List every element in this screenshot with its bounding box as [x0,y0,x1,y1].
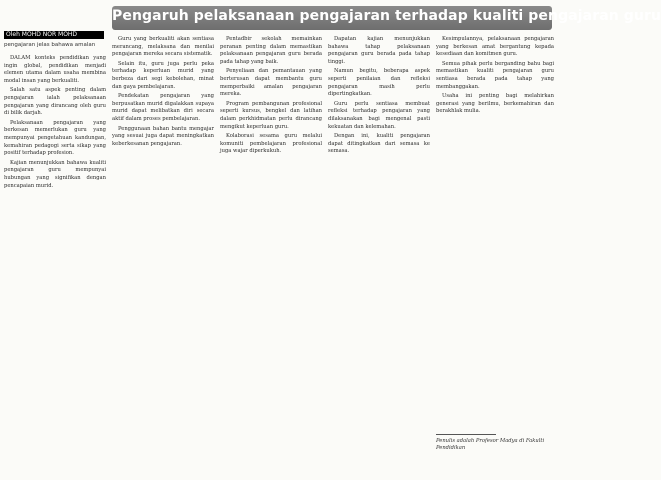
paragraph: Pelaksanaan pengajaran yang berkesan memerlukan guru yang mempunyai pengetahuan kandungan, kemahiran pedagogi serta sikap yang positif terhadap profesion. [4,119,106,157]
text-column-3 [220,36,322,476]
text-column-2 [112,36,214,476]
paragraph: Dapatan kajian menunjukkan bahawa tahap pelaksanaan pengajaran guru berada pada tahap tinggi. [328,36,430,65]
paragraph: Dengan ini, kualiti pengajaran dapat ditingkatkan dari semasa ke semasa. [328,133,430,155]
author-footnote: Penulis adalah Profesor Madya di Fakulti Pendidikan [436,438,545,451]
paragraph: Kajian menunjukkan bahawa kualiti pengajaran guru mempunyai hubungan yang signifikan dengan pencapaian murid. [4,159,106,189]
paragraph: Namun begitu, beberapa aspek seperti penilaian dan refleksi pengajaran masih perlu dipertingkatkan. [328,68,430,98]
headline-banner [112,6,661,30]
byline: pengajaran jelas bahawa amalan [4,42,96,48]
paragraph: Usaha ini penting bagi melahirkan generasi yang berilmu, berkemahiran dan berakhlak mulia. [436,93,554,115]
paragraph: Kolaborasi sesama guru melalui komuniti pembelajaran profesional juga wajar diperkukuh. [220,133,322,155]
paragraph: Pendekatan pengajaran yang berpusatkan murid digalakkan supaya murid dapat melibatkan diri secara aktif dalam proses pembelajaran. [112,93,214,122]
paragraph: DALAM konteks pendidikan yang ingin global, pendidikan menjadi elemen utama dalam usaha membina modal insan yang berkualiti. [4,55,106,84]
text-column-1 [4,55,106,475]
text-column-5 [436,36,554,476]
article-headline: Pengaruh pelaksanaan pengajaran terhadap kualiti pengajaran guru [112,8,661,24]
paragraph: Guru yang berkualiti akan sentiasa merancang, melaksana dan menilai pengajaran mereka secara sistematik. [112,36,214,58]
text-column-4 [328,36,430,476]
paragraph: Salah satu aspek penting dalam pengajaran ialah pelaksanaan pengajaran yang dirancang oleh guru di bilik darjah. [4,87,106,117]
paragraph: Program pembangunan profesional seperti kursus, bengkel dan latihan dalam perkhidmatan perlu dirancang mengikut keperluan guru. [220,100,322,130]
paragraph: Guru perlu sentiasa membuat refleksi terhadap pengajaran yang dilaksanakan bagi mengenal pasti kekuatan dan kelemahan. [328,100,430,130]
author-bar-label: Oleh MOHD NOR MOHD [6,31,78,38]
paragraph: Penggunaan bahan bantu mengajar yang sesuai juga dapat meningkatkan keberkesanan pengajaran. [112,125,214,147]
paragraph: Penyeliaan dan pemantauan yang berterusan dapat membantu guru memperbaiki amalan pengajaran mereka. [220,68,322,98]
paragraph: Kesimpulannya, pelaksanaan pengajaran yang berkesan amat bergantung kepada kesediaan dan komitmen guru. [436,36,554,58]
footnote-rule [436,434,496,435]
paragraph: Selain itu, guru juga perlu peka terhadap keperluan murid yang berbeza dari segi kebolehan, minat dan gaya pembelajaran. [112,60,214,90]
paragraph: Pentadbir sekolah memainkan peranan penting dalam memastikan pelaksanaan pengajaran guru berada pada tahap yang baik. [220,36,322,65]
paragraph: Semua pihak perlu berganding bahu bagi memastikan kualiti pengajaran guru sentiasa berada pada tahap yang membanggakan. [436,60,554,90]
